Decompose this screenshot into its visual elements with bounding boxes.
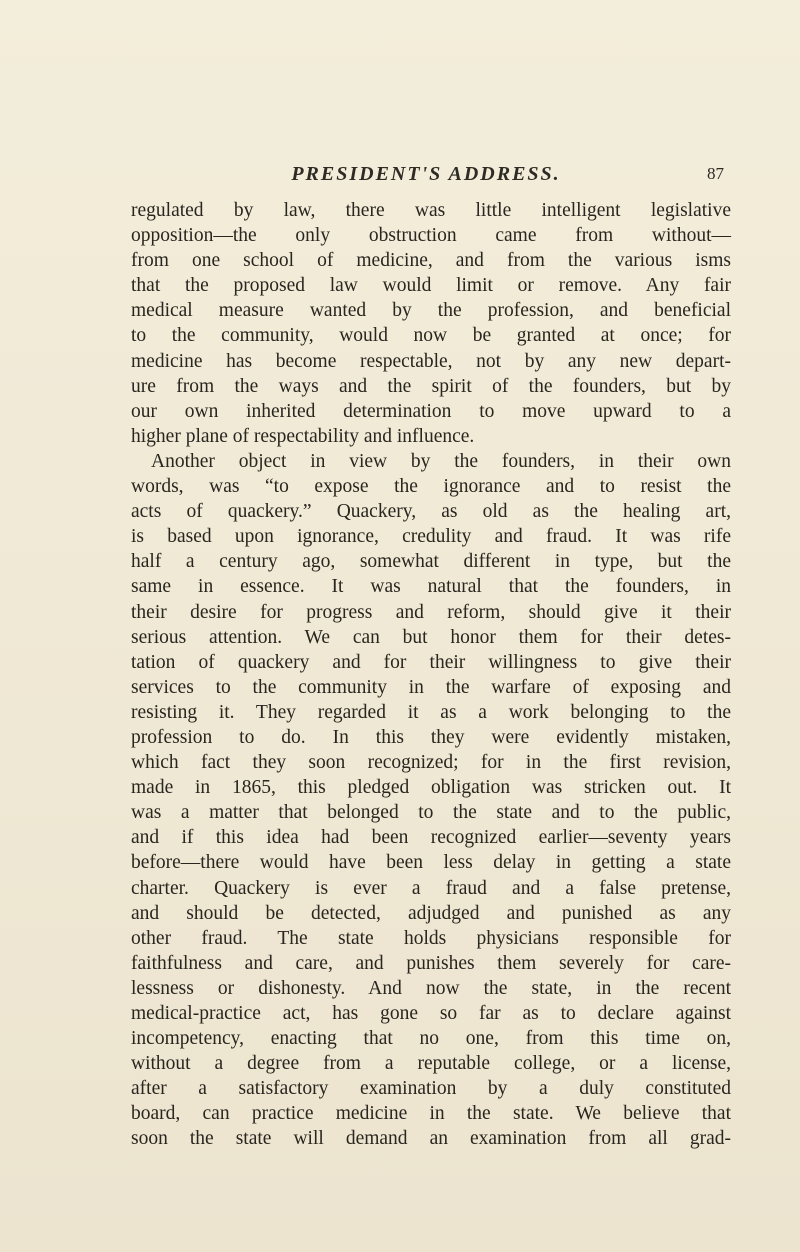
text-line: profession to do. In this they were evidently mistaken,	[131, 726, 731, 748]
text-line: Another object in view by the founders, in their own	[151, 450, 731, 472]
text-line: tation of quackery and for their willingness to give their	[131, 651, 731, 673]
text-line: and should be detected, adjudged and punished as any	[131, 902, 731, 924]
text-line: medical measure wanted by the profession, and beneficial	[131, 300, 731, 322]
text-line: that the proposed law would limit or remove. Any fair	[131, 275, 731, 297]
running-title: PRESIDENT'S ADDRESS.	[291, 163, 561, 185]
text-line: medical-practice act, has gone so far as to declare against	[131, 1003, 731, 1024]
text-line: same in essence. It was natural that the founders, in	[131, 576, 731, 598]
text-line: after a satisfactory examination by a duly constituted	[131, 1078, 731, 1100]
text-line: from one school of medicine, and from the various isms	[131, 250, 731, 272]
text-line: without a degree from a reputable college, or a license,	[131, 1053, 731, 1075]
text-line: higher plane of respectability and influence.	[131, 425, 475, 447]
text-line: half a century ago, somewhat different in type, but the	[131, 551, 731, 573]
text-line: acts of quackery.” Quackery, as old as the healing art,	[131, 501, 731, 523]
text-line: services to the community in the warfare of exposing and	[131, 676, 731, 698]
text-line: resisting it. They regarded it as a work belonging to the	[131, 701, 731, 723]
text-line: opposition—the only obstruction came from without—	[131, 225, 731, 247]
text-line: is based upon ignorance, credulity and fraud. It was rife	[131, 526, 731, 548]
text-line: which fact they soon recognized; for in the first revision,	[131, 752, 731, 774]
text-line: lessness or dishonesty. And now the state, in the recent	[131, 977, 731, 999]
text-line: ure from the ways and the spirit of the founders, but by	[131, 375, 731, 397]
text-line: charter. Quackery is ever a fraud and a false pretense,	[131, 877, 731, 899]
text-line: serious attention. We can but honor them for their detes-	[131, 626, 731, 648]
body-text	[131, 198, 731, 1152]
text-line: medicine has become respectable, not by any new depart-	[131, 350, 731, 372]
text-line: before—there would have been less delay in getting a state	[131, 852, 731, 874]
text-line: and if this idea had been recognized earlier—seventy years	[131, 827, 731, 849]
text-line: regulated by law, there was little intelligent legislative	[131, 200, 731, 221]
text-line: other fraud. The state holds physicians responsible for	[131, 927, 731, 949]
text-line: soon the state will demand an examination from all grad-	[131, 1128, 731, 1150]
text-line: our own inherited determination to move upward to a	[131, 400, 731, 422]
page-number: 87	[707, 164, 724, 183]
text-line: words, was “to expose the ignorance and to resist the	[131, 476, 731, 498]
text-line: board, can practice medicine in the state. We believe that	[131, 1103, 731, 1125]
text-line: incompetency, enacting that no one, from this time on,	[131, 1028, 731, 1050]
text-line: made in 1865, this pledged obligation was stricken out. It	[131, 777, 731, 799]
text-line: was a matter that belonged to the state and to the public,	[131, 802, 731, 824]
text-line: to the community, would now be granted at once; for	[131, 325, 731, 347]
text-line: their desire for progress and reform, should give it their	[131, 601, 731, 623]
page-header	[120, 163, 732, 187]
text-line: faithfulness and care, and punishes them severely for care-	[131, 952, 731, 974]
